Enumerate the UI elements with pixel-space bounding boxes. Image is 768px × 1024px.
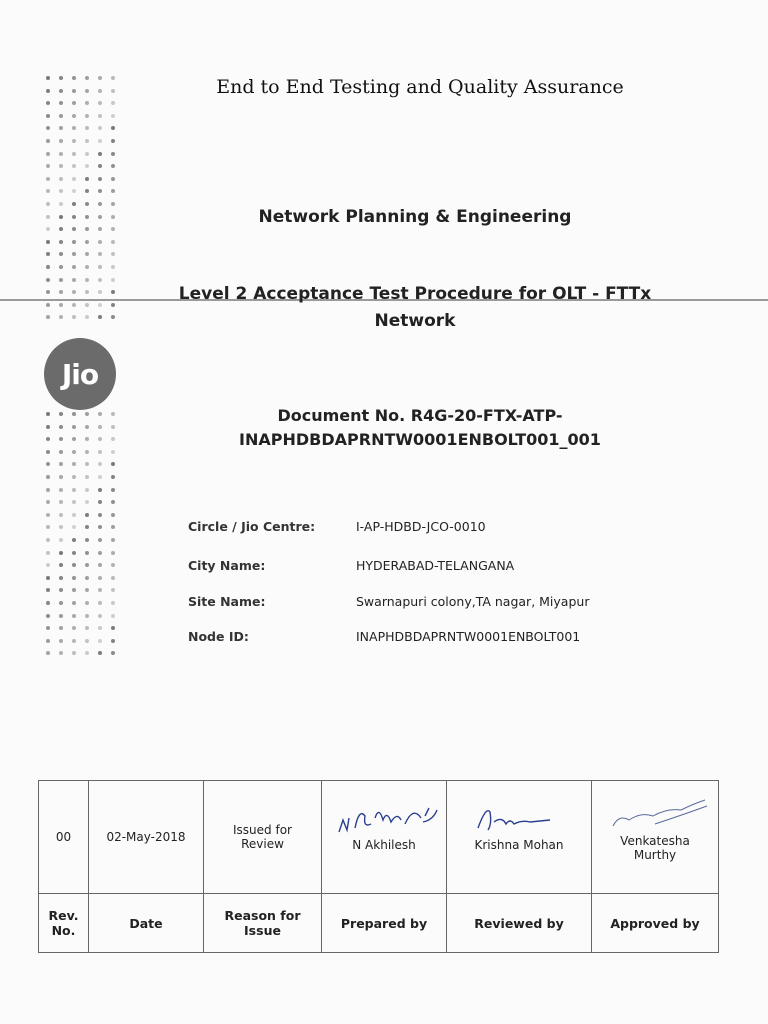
decorative-dot — [111, 114, 115, 118]
info-value: HYDERABAD-TELANGANA — [356, 558, 515, 573]
decorative-dot — [72, 164, 76, 168]
decorative-dot — [72, 462, 76, 466]
decorative-dot — [98, 525, 102, 529]
decorative-dot — [72, 588, 76, 592]
decorative-dot — [98, 177, 102, 181]
decorative-dot — [85, 227, 89, 231]
decorative-dot — [72, 412, 76, 416]
decorative-dot — [85, 488, 89, 492]
decorative-dot — [85, 412, 89, 416]
decorative-dot — [111, 189, 115, 193]
decorative-dot — [59, 89, 63, 93]
document-title: End to End Testing and Quality Assurance — [216, 76, 624, 98]
decorative-dot — [46, 651, 50, 655]
decorative-dot — [72, 252, 76, 256]
decorative-dot — [98, 475, 102, 479]
reason-cell — [204, 781, 322, 894]
decorative-dot — [72, 475, 76, 479]
decorative-dot — [72, 450, 76, 454]
decorative-dot — [111, 315, 115, 319]
info-row-site — [188, 594, 688, 614]
info-label: Site Name: — [188, 594, 266, 609]
decorative-dot — [46, 525, 50, 529]
decorative-dot — [72, 551, 76, 555]
decorative-dot — [111, 265, 115, 269]
decorative-dot — [72, 189, 76, 193]
decorative-dot — [111, 252, 115, 256]
decorative-dot — [46, 639, 50, 643]
decorative-dot — [59, 303, 63, 307]
header-date: Date — [89, 894, 204, 953]
document-number-line1: Document No. R4G-20-FTX-ATP- — [277, 406, 563, 425]
decorative-dot — [98, 101, 102, 105]
decorative-dot — [85, 551, 89, 555]
decorative-dot — [85, 76, 89, 80]
decorative-dot — [111, 101, 115, 105]
jio-logo — [44, 338, 116, 410]
decorative-dot — [59, 525, 63, 529]
decorative-dot — [111, 227, 115, 231]
decorative-dot — [98, 89, 102, 93]
approved-by-line1: Venkatesha — [620, 834, 690, 848]
decorative-dot — [98, 139, 102, 143]
decorative-dot — [98, 437, 102, 441]
decorative-dot — [59, 437, 63, 441]
decorative-dot — [46, 437, 50, 441]
decorative-dot — [111, 240, 115, 244]
decorative-dot — [46, 563, 50, 567]
decorative-dot — [59, 189, 63, 193]
decorative-dot — [111, 475, 115, 479]
decorative-dot — [85, 500, 89, 504]
decorative-dot — [98, 639, 102, 643]
decorative-dot — [85, 626, 89, 630]
decorative-dot — [46, 588, 50, 592]
decorative-dot — [46, 576, 50, 580]
decorative-dot — [46, 278, 50, 282]
approved-signature — [595, 794, 715, 834]
decorative-dot — [72, 290, 76, 294]
decorative-dot — [59, 639, 63, 643]
decorative-dot — [98, 189, 102, 193]
approved-by-line2: Murthy — [633, 848, 677, 862]
jio-logo-text: Jio — [61, 357, 99, 391]
decorative-dot — [85, 513, 89, 517]
decorative-dot — [59, 215, 63, 219]
decorative-dot — [98, 588, 102, 592]
decorative-dot — [85, 89, 89, 93]
decorative-dot — [72, 425, 76, 429]
decorative-dot — [85, 576, 89, 580]
decorative-dot — [46, 303, 50, 307]
decorative-dot — [111, 164, 115, 168]
decorative-dot — [59, 177, 63, 181]
decorative-dot — [46, 500, 50, 504]
decorative-dot — [111, 651, 115, 655]
decorative-dot — [46, 215, 50, 219]
decorative-dot — [111, 500, 115, 504]
decorative-dot — [85, 265, 89, 269]
decorative-dot — [111, 412, 115, 416]
prepared-by-cell — [322, 781, 447, 894]
decorative-dot — [111, 152, 115, 156]
decorative-dot — [46, 101, 50, 105]
decorative-dot — [59, 252, 63, 256]
decorative-dot — [46, 240, 50, 244]
decorative-dot — [85, 651, 89, 655]
decorative-dot — [98, 551, 102, 555]
decorative-dot — [98, 601, 102, 605]
decorative-dot — [111, 513, 115, 517]
decorative-dot — [72, 576, 76, 580]
decorative-dot — [72, 315, 76, 319]
decorative-dot — [98, 290, 102, 294]
decorative-dot — [111, 639, 115, 643]
decorative-dot — [98, 278, 102, 282]
decorative-dot — [59, 278, 63, 282]
decorative-dot — [59, 101, 63, 105]
decorative-dot — [111, 462, 115, 466]
decorative-dot — [46, 538, 50, 542]
decorative-dot — [85, 202, 89, 206]
decorative-dot — [59, 651, 63, 655]
document-number-line2: INAPHDBDAPRNTW0001ENBOLT001_001 — [239, 430, 601, 449]
decorative-dot — [98, 462, 102, 466]
decorative-dot — [85, 315, 89, 319]
decorative-dot — [46, 315, 50, 319]
decorative-dot — [59, 462, 63, 466]
header-rev-line1: Rev. — [48, 908, 79, 923]
decorative-dot — [46, 265, 50, 269]
decorative-dot — [98, 614, 102, 618]
decorative-dot — [72, 114, 76, 118]
info-label: City Name: — [188, 558, 266, 573]
decorative-dot — [98, 450, 102, 454]
decorative-dot — [85, 152, 89, 156]
decorative-dot — [72, 202, 76, 206]
decorative-dot — [85, 425, 89, 429]
decorative-dot — [85, 462, 89, 466]
decorative-dot — [111, 450, 115, 454]
decorative-dot — [98, 76, 102, 80]
decorative-dot — [46, 227, 50, 231]
decorative-dot — [85, 450, 89, 454]
decorative-dot — [85, 139, 89, 143]
decorative-dot — [85, 101, 89, 105]
revision-table — [38, 780, 719, 953]
decorative-dot — [59, 227, 63, 231]
decorative-dot — [59, 475, 63, 479]
decorative-dot — [111, 202, 115, 206]
decorative-dot — [59, 614, 63, 618]
decorative-dot — [72, 525, 76, 529]
decorative-dot — [59, 412, 63, 416]
decorative-dot — [98, 538, 102, 542]
decorative-dot — [46, 114, 50, 118]
decorative-dot — [85, 525, 89, 529]
decorative-dot — [98, 651, 102, 655]
decorative-dot — [72, 76, 76, 80]
prepared-by-name: N Akhilesh — [352, 838, 416, 852]
date-cell: 02-May-2018 — [89, 781, 204, 894]
decorative-dot — [72, 437, 76, 441]
decorative-dot — [98, 164, 102, 168]
decorative-dot — [98, 126, 102, 130]
decorative-dot — [72, 563, 76, 567]
decorative-dot — [85, 114, 89, 118]
decorative-dot — [59, 425, 63, 429]
decorative-dot — [46, 513, 50, 517]
decorative-dot — [98, 227, 102, 231]
decorative-dot — [46, 164, 50, 168]
decorative-dot — [111, 538, 115, 542]
decorative-dot — [72, 626, 76, 630]
decorative-dot — [59, 290, 63, 294]
decorative-dot — [111, 177, 115, 181]
decorative-dot — [85, 538, 89, 542]
decorative-dot — [111, 290, 115, 294]
decorative-dot — [85, 164, 89, 168]
decorative-dot — [111, 139, 115, 143]
header-rev-no — [39, 894, 89, 953]
decorative-dot — [46, 76, 50, 80]
decorative-dot — [85, 563, 89, 567]
reviewed-by-name: Krishna Mohan — [474, 838, 564, 852]
decorative-dot — [85, 614, 89, 618]
decorative-dot — [111, 525, 115, 529]
info-value: I-AP-HDBD-JCO-0010 — [356, 519, 486, 534]
reviewed-signature — [450, 798, 588, 838]
decorative-dot — [111, 437, 115, 441]
header-approved: Approved by — [592, 894, 719, 953]
decorative-dot — [72, 614, 76, 618]
decorative-dot — [46, 601, 50, 605]
decorative-dot — [59, 601, 63, 605]
decorative-dot — [72, 538, 76, 542]
info-value: Swarnapuri colony,TA nagar, Miyapur — [356, 594, 590, 609]
decorative-dot — [85, 303, 89, 307]
decorative-dot — [46, 189, 50, 193]
decorative-dot — [72, 488, 76, 492]
rev-number-cell: 00 — [39, 781, 89, 894]
decorative-dot — [111, 488, 115, 492]
decorative-dot — [72, 513, 76, 517]
decorative-dot — [85, 639, 89, 643]
header-prepared: Prepared by — [322, 894, 447, 953]
decorative-dot — [59, 126, 63, 130]
decorative-dot — [72, 152, 76, 156]
decorative-dot — [85, 278, 89, 282]
decorative-dot — [59, 563, 63, 567]
decorative-dot — [59, 152, 63, 156]
decorative-dot — [59, 551, 63, 555]
decorative-dot — [46, 475, 50, 479]
decorative-dot — [72, 101, 76, 105]
decorative-dot — [59, 450, 63, 454]
decorative-dot — [85, 437, 89, 441]
decorative-dot — [59, 588, 63, 592]
decorative-dot — [85, 215, 89, 219]
prepared-signature — [325, 798, 443, 838]
decorative-dot — [59, 488, 63, 492]
decorative-dot — [111, 601, 115, 605]
department-heading: Network Planning & Engineering — [258, 207, 572, 227]
header-rev-line2: No. — [51, 923, 76, 938]
decorative-dot — [46, 290, 50, 294]
decorative-dot — [46, 462, 50, 466]
decorative-dot — [46, 412, 50, 416]
reason-line2: Review — [241, 837, 284, 851]
decorative-dot — [46, 450, 50, 454]
decorative-dot — [72, 215, 76, 219]
decorative-dot — [111, 626, 115, 630]
decorative-dot — [98, 215, 102, 219]
decorative-dot — [46, 551, 50, 555]
decorative-dot — [59, 626, 63, 630]
decorative-dot — [46, 252, 50, 256]
decorative-dot — [98, 303, 102, 307]
decorative-dot — [98, 563, 102, 567]
decorative-dot — [98, 252, 102, 256]
decorative-dot — [72, 639, 76, 643]
header-reason — [204, 894, 322, 953]
decorative-dot — [46, 202, 50, 206]
info-label: Circle / Jio Centre: — [188, 519, 316, 534]
info-label: Node ID: — [188, 629, 249, 644]
decorative-dot — [98, 412, 102, 416]
document-number — [160, 404, 680, 452]
decorative-dot — [72, 500, 76, 504]
decorative-dot — [85, 601, 89, 605]
decorative-dot — [111, 126, 115, 130]
reason-line1: Issued for — [233, 823, 292, 837]
decorative-dot — [59, 202, 63, 206]
decorative-dot — [98, 425, 102, 429]
decorative-dot — [46, 126, 50, 130]
decorative-dot — [72, 139, 76, 143]
decorative-dot — [46, 89, 50, 93]
decorative-dot — [111, 215, 115, 219]
decorative-dot — [46, 488, 50, 492]
decorative-dot — [72, 89, 76, 93]
info-row-city — [188, 558, 688, 578]
header-reviewed: Reviewed by — [447, 894, 592, 953]
decorative-dot — [98, 202, 102, 206]
decorative-dot — [85, 126, 89, 130]
decorative-dot — [85, 475, 89, 479]
info-row-circle — [188, 519, 688, 539]
info-value: INAPHDBDAPRNTW0001ENBOLT001 — [356, 629, 581, 644]
decorative-dot — [72, 601, 76, 605]
decorative-dot — [59, 500, 63, 504]
decorative-dot — [111, 563, 115, 567]
decorative-dot — [85, 189, 89, 193]
decorative-dot — [72, 177, 76, 181]
header-reason-line1: Reason for — [224, 908, 301, 923]
decorative-dot — [46, 139, 50, 143]
info-row-node — [188, 629, 688, 649]
decorative-dot — [111, 425, 115, 429]
decorative-dot — [72, 278, 76, 282]
decorative-dot — [72, 651, 76, 655]
decorative-dot — [98, 315, 102, 319]
decorative-dot — [98, 114, 102, 118]
decorative-dot — [59, 576, 63, 580]
decorative-dot — [98, 240, 102, 244]
decorative-dot — [98, 626, 102, 630]
decorative-dot — [59, 240, 63, 244]
decorative-dot — [85, 177, 89, 181]
decorative-dot — [111, 76, 115, 80]
decorative-dot — [98, 500, 102, 504]
decorative-dot — [98, 488, 102, 492]
decorative-dot — [111, 576, 115, 580]
decorative-dot — [111, 551, 115, 555]
decorative-dot — [111, 614, 115, 618]
header-reason-line2: Issue — [244, 923, 281, 938]
decorative-dot — [85, 290, 89, 294]
decorative-dot — [98, 576, 102, 580]
decorative-dot — [98, 265, 102, 269]
decorative-dot — [72, 265, 76, 269]
decorative-dot — [59, 164, 63, 168]
decorative-dot — [46, 425, 50, 429]
decorative-dot — [59, 538, 63, 542]
decorative-dot — [111, 588, 115, 592]
reviewed-by-cell — [447, 781, 592, 894]
decorative-dot — [85, 252, 89, 256]
procedure-title-line2: Network — [374, 311, 456, 331]
procedure-title-line1: Level 2 Acceptance Test Procedure for OLT - FTTx — [178, 284, 652, 304]
decorative-dot — [85, 240, 89, 244]
decorative-dot — [111, 89, 115, 93]
decorative-dot — [46, 152, 50, 156]
decorative-dot — [72, 227, 76, 231]
decorative-dot — [46, 177, 50, 181]
decorative-dot — [59, 139, 63, 143]
decorative-dot — [59, 315, 63, 319]
decorative-dot — [85, 588, 89, 592]
table-header-row — [39, 894, 719, 953]
decorative-dot — [72, 240, 76, 244]
approved-by-cell — [592, 781, 719, 894]
decorative-dot — [59, 513, 63, 517]
decorative-dot — [46, 626, 50, 630]
decorative-dot — [98, 513, 102, 517]
decorative-dot — [59, 265, 63, 269]
decorative-dot — [111, 303, 115, 307]
decorative-dot — [72, 126, 76, 130]
decorative-dot — [111, 278, 115, 282]
decorative-dot — [46, 614, 50, 618]
decorative-dot — [59, 114, 63, 118]
decorative-dot — [98, 152, 102, 156]
table-row — [39, 781, 719, 894]
decorative-dot — [59, 76, 63, 80]
decorative-dot — [72, 303, 76, 307]
